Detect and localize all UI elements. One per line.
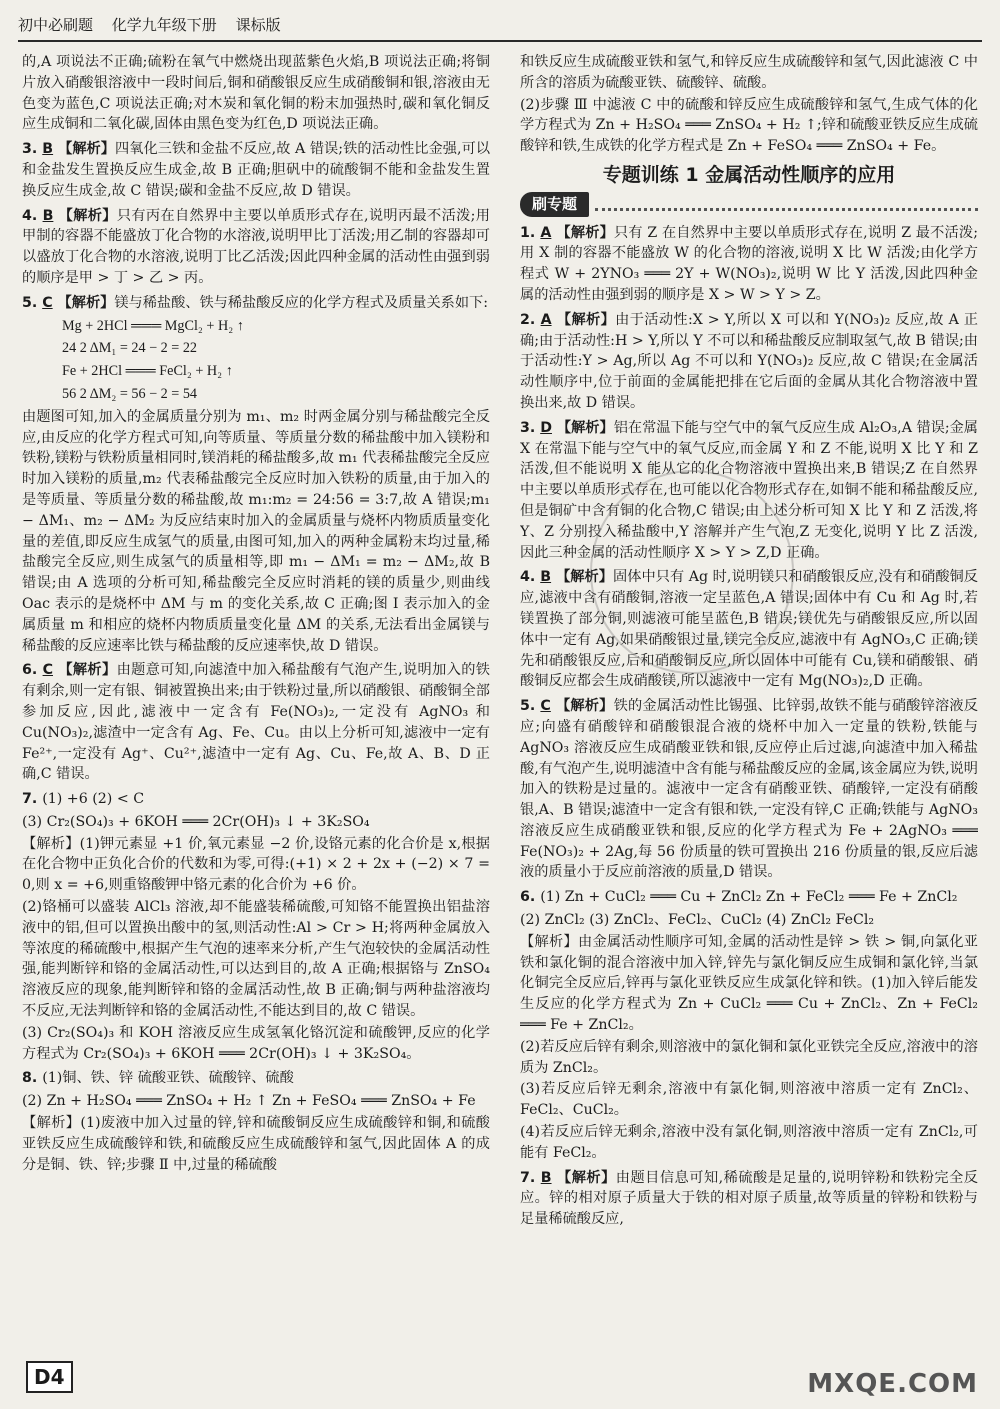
analysis-tag: 【解析】	[53, 662, 117, 679]
question-number: 3.	[520, 419, 541, 436]
answer-text: 只有 Z 在自然界中主要以单质形式存在,说明 Z 最不活泼;用 X 制的容器不能盛放 W 的化合物的溶液,说明 X 比 W 活泼;由化学方程式 W + 2YNO₃ ═══ 2Y + W(NO₃)₂,说明 W 比 Y 活泼,因此四种金属的活动性由强到弱的顺序是 X > W > Y > Z。	[520, 224, 978, 303]
question-number: 3.	[22, 141, 43, 158]
right-column	[520, 52, 978, 1349]
answer-choice: B	[42, 207, 54, 224]
answer-item	[22, 789, 490, 810]
answer-text: 由题意可知,向滤渣中加入稀盐酸有气泡产生,说明加入的铁有剩余,则一定有银、铜被置换出来;由于铁粉过量,所以硝酸银、硝酸铜全部参加反应,因此,滤液中一定含有 Fe(NO₃)₂,一定没有 AgNO₃ 和 Cu(NO₃)₂,滤渣中一定含有 Ag、Fe、Cu。由以上分析可知,滤液中一定有 Fe²⁺,一定没有 Ag⁺、Cu²⁺,滤渣中一定有 Ag、Cu、Fe,故 A、B、D 正确,C 错误。	[22, 662, 490, 783]
page-header	[18, 10, 982, 42]
paragraph: (2)若反应后锌有剩余,则溶液中的氯化铜和氯化亚铁完全反应,溶液中的溶质为 ZnCl₂。	[520, 1038, 978, 1076]
dotted-divider	[595, 198, 978, 211]
question-number: 1.	[520, 224, 541, 241]
analysis-tag: 【解析】	[551, 569, 614, 586]
answer-choice: C	[540, 698, 551, 715]
paragraph: (4)若反应后锌无剩余,溶液中没有氯化铜,则溶液中溶质一定有 ZnCl₂,可能有 FeCl₂。	[520, 1124, 978, 1161]
answer-choice: B	[540, 1169, 552, 1186]
equation-line: 24 2 ΔM₁ = 24 − 2 = 22	[62, 340, 198, 357]
question-number: 7.	[22, 791, 43, 808]
answer-item	[520, 418, 978, 564]
answer-text: 四氧化三铁和金盐不反应,故 A 错误;铁的活动性比金强,可以和金盐发生置换反应生成金,故 B 正确;胆矾中的硫酸铜不能和金盐发生置换反应生成金,故 C 错误;碳和金盐不反应,故 D 错误。	[22, 141, 490, 199]
paragraph: 【解析】(1)钾元素显 +1 价,氧元素显 −2 价,设铬元素的化合价是 x,根据在化合物中正负化合价的代数和为零,可得:(+1) × 2 + 2x + (−2) × 7 = 0,则 x = +6,则重铬酸钾中铬元素的化合价为 +6 价。	[22, 835, 490, 894]
answer-text: 只有丙在自然界中主要以单质形式存在,说明丙最不活泼;用甲制的容器不能盛放丁化合物的水溶液,说明甲比丁活泼;用乙制的容器却可以盛放丁化合物的水溶液,说明丁比乙活泼;因此四种金属的活动性由强到弱的顺序是甲 > 丁 > 乙 > 丙。	[22, 207, 490, 286]
paragraph: 和铁反应生成硫酸亚铁和氢气,和锌反应生成硫酸锌和氢气,因此滤液 C 中所含的溶质为硫酸亚铁、硫酸锌、硫酸。	[520, 54, 978, 91]
answer-item	[520, 310, 978, 414]
question-number: 7.	[520, 1169, 541, 1186]
paragraph: 【解析】由金属活动性顺序可知,金属的活动性是锌 > 铁 > 铜,向氯化亚铁和氯化铜的混合溶液中加入锌,锌先与氯化铜反应生成铜和氯化锌,当氯化铜完全反应后,锌再与氯化亚铁反应生成氯化锌和铁。(1)加入锌后能发生反应的化学方程式为 Zn + CuCl₂ ═══ Cu + ZnCl₂、Zn + FeCl₂ ═══ Fe + ZnCl₂。	[520, 933, 978, 1034]
paragraph: (3) Cr₂(SO₄)₃ + 6KOH ═══ 2Cr(OH)₃ ↓ + 3K₂SO₄	[22, 813, 370, 830]
answer-text: (1) Zn + CuCl₂ ═══ Cu + ZnCl₂ Zn + FeCl₂ ═══ Fe + ZnCl₂	[540, 889, 958, 906]
answer-item	[22, 1068, 490, 1089]
analysis-tag: 【解析】	[550, 698, 614, 715]
paragraph: 【解析】(1)废液中加入过量的锌,锌和硫酸铜反应生成硫酸锌和铜,和硫酸亚铁反应生成硫酸锌和铁,和硫酸反应生成硫酸锌和氢气,因此固体 A 的成分是铜、铁、锌;步骤 Ⅱ 中,过量的稀硫酸	[22, 1115, 490, 1173]
equation-line: 56 2 ΔM₂ = 56 − 2 = 54	[62, 385, 198, 402]
equation-line: Mg + 2HCl ═══ MgCl₂ + H₂ ↑	[62, 317, 244, 334]
answer-text: 铝在常温下能与空气中的氧气反应生成 Al₂O₃,A 错误;金属 X 在常温下能与空气中的氧气反应,而金属 Y 和 Z 不能,说明 X 比 Y 和 Z 活泼,但不能说明 X 能从它的化合物溶液中置换出来,B 错误;Z 在自然界中主要以单质形式存在,也可能以化合物形式存在,如铜不能和稀盐酸反应,但是铜矿中含有铜的化合物,C 错误;由上述分析可知 X 比 Y 和 Z 活泼,将 Y、Z 分别投入稀盐酸中,Y 溶解并产生气泡,Z 无变化,说明 Y 比 Z 活泼,因此三种金属的活动性顺序 X > Y > Z,D 正确。	[520, 419, 978, 561]
analysis-tag: 【解析】	[53, 207, 117, 224]
question-number: 8.	[22, 1070, 43, 1087]
page-number: D4	[26, 1361, 73, 1393]
question-number: 4.	[22, 207, 43, 224]
paragraph: (2)步骤 Ⅲ 中滤液 C 中的硫酸和锌反应生成硫酸锌和氢气,生成气体的化学方程式为 Zn + H₂SO₄ ═══ ZnSO₄ + H₂ ↑;锌和硫酸亚铁反应生成硫酸锌和铁,生成铁的化学方程式是 Zn + FeSO₄ ═══ ZnSO₄ + Fe。	[520, 96, 978, 155]
answer-choice: C	[42, 662, 53, 679]
question-number: 6.	[22, 662, 43, 679]
question-number: 5.	[22, 294, 43, 311]
question-number: 2.	[520, 311, 541, 328]
analysis-tag: 【解析】	[52, 294, 115, 311]
paragraph: (3)若反应后锌无剩余,溶液中有氯化铜,则溶液中溶质一定有 ZnCl₂、FeCl₂、CuCl₂。	[520, 1081, 978, 1119]
paragraph: (2)铬桶可以盛装 AlCl₃ 溶液,却不能盛装稀硫酸,可知铬不能置换出铝盐溶液中的铝,但可以置换出酸中的氢,则活动性:Al > Cr > H;将两种金属放入等浓度的稀硫酸中,根据产生气泡的速率来分析,产生气泡较快的金属活动性强,能判断锌和铬的金属活动性,可以达到目的,故 A 正确;根据铬与 ZnSO₄ 溶液反应的现象,能判断锌和铬的金属活动性,故 B 正确;铜与两种盐溶液均不反应,无法判断锌和铬的金属活动性,不能达到目的,故 C 错误。	[22, 899, 490, 1020]
paragraph: 由题图可知,加入的金属质量分别为 m₁、m₂ 时两金属分别与稀盐酸完全反应,由反应的化学方程式可知,向等质量、等质量分数的稀盐酸中加入镁粉和铁粉,镁粉与铁粉质量相同时,镁消耗的稀盐酸多,故 m₁ 代表稀盐酸完全反应时加入镁粉的质量,m₂ 代表稀盐酸完全反应时加入铁粉的质量,由于加入的是等质量、等质量分数的稀盐酸,故 m₁:m₂ = 24:56 = 3:7,故 A 错误;m₁ − ΔM₁、m₂ − ΔM₂ 为反应结束时加入的金属质量与烧杯内物质质量变化量的差值,即反应生成氢气的质量,由图可知,加入的两种金属粉末均过量,稀盐酸完全反应,则生成氢气的质量相等,即 m₁ − ΔM₁ = m₂ − ΔM₂,故 B 错误;由 A 选项的分析可知,稀盐酸完全反应时消耗的镁的质量少,则曲线 Oac 表示的是烧杯中 ΔM 与 m 的变化关系,故 C 正确;图 Ⅰ 表示加入的金属质量 m 和相应的烧杯内物质质量变化量 ΔM 的关系,无法看出金属镁与稀盐酸的反应速率比铁与稀盐酸的反应速率快,故 D 错误。	[22, 408, 490, 654]
analysis-tag: 【解析】	[551, 224, 614, 241]
subject-name: 化学九年级下册	[111, 16, 217, 34]
section-badge-row	[520, 192, 978, 217]
paragraph: (3) Cr₂(SO₄)₃ 和 KOH 溶液反应生成氢氧化铬沉淀和硫酸钾,反应的化学方程式为 Cr₂(SO₄)₃ + 6KOH ═══ 2Cr(OH)₃ ↓ + 3K₂SO₄。	[22, 1024, 490, 1062]
paragraph: 的,A 项说法不正确;硫粉在氧气中燃烧出现蓝紫色火焰,B 项说法正确;将铜片放入硝酸银溶液中一段时间后,铜和硝酸银反应生成硝酸铜和银,溶液由无色变为蓝色,C 项说法正确;对木炭和氧化铜的粉末加强热时,碳和氧化铜反应生成铜和二氧化碳,固体由黑色变为红色,D 项说法正确。	[22, 54, 490, 133]
question-number: 5.	[520, 698, 541, 715]
answer-text: 固体中只有 Ag 时,说明镁只和硝酸银反应,没有和硝酸铜反应,滤液中含有硝酸铜,溶液一定呈蓝色,A 错误;固体中有 Cu 和 Ag 时,若镁置换了部分铜,则滤液可能呈蓝色,B 错误;镁优先与硝酸银反应,所以固体中一定有 Ag,如果硝酸银过量,镁完全反应,滤液中有 AgNO₃,C 正确;镁先和硝酸银反应,后和硝酸铜反应,所以固体中可能有 Cu,镁和硝酸银、硝酸铜反应都会生成硝酸镁,所以滤液中一定有 Mg(NO₃)₂,D 正确。	[520, 569, 978, 690]
analysis-tag: 【解析】	[551, 1169, 616, 1186]
paragraph: (2) Zn + H₂SO₄ ═══ ZnSO₄ + H₂ ↑ Zn + FeSO₄ ═══ ZnSO₄ + Fe	[22, 1093, 476, 1110]
answer-text: 由于活动性:X > Y,所以 X 可以和 Y(NO₃)₂ 反应,故 A 正确;由于活动性:H > Y,所以 Y 不可以和稀盐酸反应制取氢气,故 B 错误;由于活动性:Y > Ag,所以 Ag 不可以和 Y(NO₃)₂ 反应,故 C 错误;在金属活动性顺序中,位于前面的金属能把排在它后面的金属从其化合物溶液中置换出来,故 D 错误。	[520, 311, 978, 411]
analysis-tag: 【解析】	[551, 419, 614, 436]
question-number: 4.	[520, 569, 541, 586]
answer-item	[520, 887, 978, 908]
answer-text: 镁与稀盐酸、铁与稀盐酸反应的化学方程式及质量关系如下:	[114, 294, 488, 311]
answer-item	[520, 567, 978, 692]
analysis-tag: 【解析】	[551, 311, 616, 328]
analysis-tag: 【解析】	[53, 141, 116, 158]
answer-item	[22, 139, 490, 201]
site-watermark: MXQE.COM	[807, 1369, 978, 1399]
answer-item	[520, 223, 978, 306]
answer-choice: D	[540, 419, 552, 436]
answer-text: 铁的金属活动性比锡强、比锌弱,故铁不能与硝酸锌溶液反应;向盛有硝酸锌和硝酸银混合液的烧杯中加入一定量的铁粉,铁能与 AgNO₃ 溶液反应生成硝酸亚铁和银,反应停止后过滤,向滤渣中加入稀盐酸,有气泡产生,说明滤渣中含有能与稀盐酸反应的金属,该金属应为铁,说明加入的铁粉是过量的。滤液中一定含有硝酸亚铁、硝酸锌,一定没有硝酸银,A、B 错误;滤渣中一定含有银和铁,一定没有锌,C 正确;铁能与 AgNO₃ 溶液反应生成硝酸亚铁和银,反应的化学方程式为 Fe + 2AgNO₃ ═══ Fe(NO₃)₂ + 2Ag,每 56 份质量的铁可置换出 216 份质量的银,反应后滤液的质量小于反应前溶液的质量,D 错误。	[520, 698, 978, 881]
answer-choice: A	[540, 224, 552, 241]
edition-name: 课标版	[235, 16, 281, 34]
answer-text: (1)铜、铁、锌 硫酸亚铁、硫酸锌、硫酸	[42, 1070, 294, 1087]
answer-item	[22, 206, 490, 289]
answer-choice: B	[42, 141, 54, 158]
answer-item	[520, 696, 978, 883]
answer-text: (1) +6 (2) < C	[42, 791, 145, 808]
equation-line: Fe + 2HCl ═══ FeCl₂ + H₂ ↑	[62, 363, 233, 380]
section-title: 专题训练 1 金属活动性顺序的应用	[602, 163, 896, 186]
answer-choice: A	[540, 311, 552, 328]
question-number: 6.	[520, 889, 541, 906]
answer-choice: C	[42, 294, 53, 311]
answer-item	[520, 1168, 978, 1230]
section-badge: 刷专题	[520, 192, 589, 217]
paragraph: (2) ZnCl₂ (3) ZnCl₂、FeCl₂、CuCl₂ (4) ZnCl₂ FeCl₂	[520, 912, 875, 929]
left-column	[22, 52, 490, 1349]
answer-item	[22, 660, 490, 785]
answer-text: 由题目信息可知,稀硫酸是足量的,说明锌粉和铁粉完全反应。锌的相对原子质量大于铁的相对原子质量,故等质量的锌粉和铁粉与足量稀硫酸反应,	[520, 1169, 978, 1228]
answer-choice: B	[540, 569, 552, 586]
series-name: 初中必刷题	[18, 16, 94, 34]
answer-item	[22, 293, 490, 314]
